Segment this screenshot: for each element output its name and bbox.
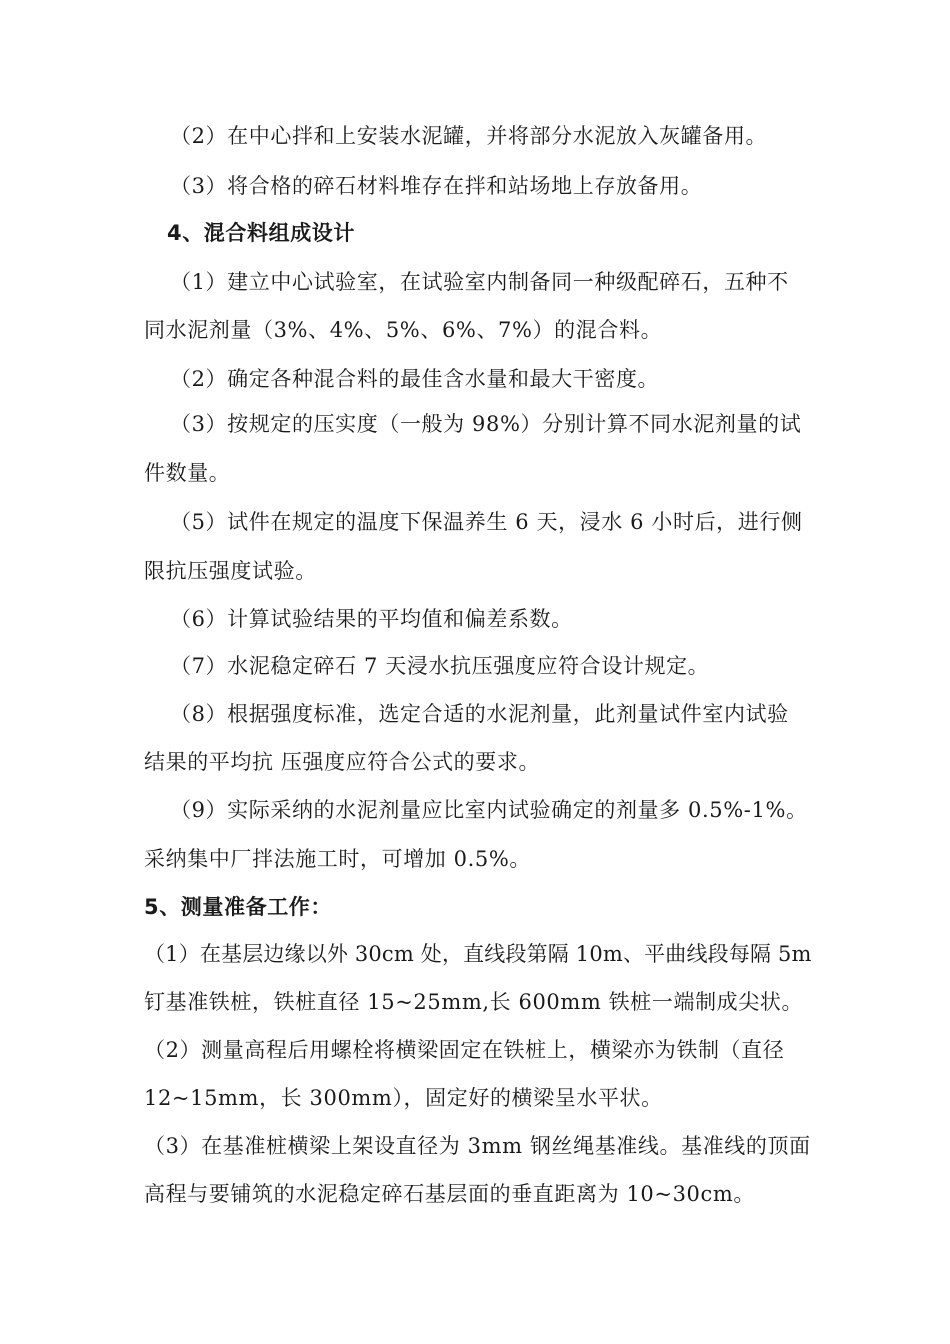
paragraph-line-average-value: （6）计算试验结果的平均值和偏差系数。 xyxy=(170,607,573,631)
paragraph-line-store-gravel: （3）将合格的碎石材料堆存在拌和站场地上存放备用。 xyxy=(170,174,703,198)
paragraph-line-select-dosage-cont: 结果的平均抗 压强度应符合公式的要求。 xyxy=(144,750,541,774)
paragraph-line-install-cement-tank: （2）在中心拌和上安装水泥罐，并将部分水泥放入灰罐备用。 xyxy=(170,124,768,148)
paragraph-line-lab-setup: （1）建立中心试验室，在试验室内制备同一种级配碎石，五种不 xyxy=(170,270,789,294)
paragraph-line-select-dosage: （8）根据强度标准，选定合适的水泥剂量，此剂量试件室内试验 xyxy=(170,702,789,726)
paragraph-line-reference-wire: （3）在基准桩横梁上架设直径为 3mm 钢丝绳基准线。基准线的顶面 xyxy=(144,1134,811,1158)
paragraph-line-actual-dosage-cont: 采纳集中厂拌法施工时，可增加 0.5%。 xyxy=(144,847,532,871)
paragraph-line-stake-spacing-cont: 钉基准铁桩，铁桩直径 15~25mm,长 600mm 铁桩一端制成尖状。 xyxy=(144,990,804,1014)
paragraph-line-reference-wire-cont: 高程与要铺筑的水泥稳定碎石基层面的垂直距离为 10~30cm。 xyxy=(144,1182,755,1206)
paragraph-line-crossbeam: （2）测量高程后用螺栓将横梁固定在铁桩上，横梁亦为铁制（直径 xyxy=(144,1038,785,1062)
paragraph-line-actual-dosage: （9）实际采纳的水泥剂量应比室内试验确定的剂量多 0.5%-1%。 xyxy=(170,798,808,822)
paragraph-line-curing-cont: 限抗压强度试验。 xyxy=(144,559,317,583)
section-heading-mix-design: 4、混合料组成设计 xyxy=(167,221,356,245)
paragraph-line-compaction: （3）按规定的压实度（一般为 98%）分别计算不同水泥剂量的试 xyxy=(170,412,802,436)
paragraph-line-curing: （5）试件在规定的温度下保温养生 6 天，浸水 6 小时后，进行侧 xyxy=(170,510,803,534)
paragraph-line-stake-spacing: （1）在基层边缘以外 30cm 处，直线段第隔 10m、平曲线段每隔 5m xyxy=(144,942,812,966)
paragraph-line-crossbeam-cont: 12~15mm，长 300mm），固定好的横梁呈水平状。 xyxy=(144,1086,663,1110)
section-heading-survey-prep: 5、测量准备工作： xyxy=(144,895,333,919)
paragraph-line-compaction-cont: 件数量。 xyxy=(144,461,231,485)
paragraph-line-strength-spec: （7）水泥稳定碎石 7 天浸水抗压强度应符合设计规定。 xyxy=(170,654,710,678)
paragraph-line-lab-setup-cont: 同水泥剂量（3%、4%、5%、6%、7%）的混合料。 xyxy=(144,318,663,342)
paragraph-line-optimum-moisture: （2）确定各种混合料的最佳含水量和最大干密度。 xyxy=(170,367,660,391)
